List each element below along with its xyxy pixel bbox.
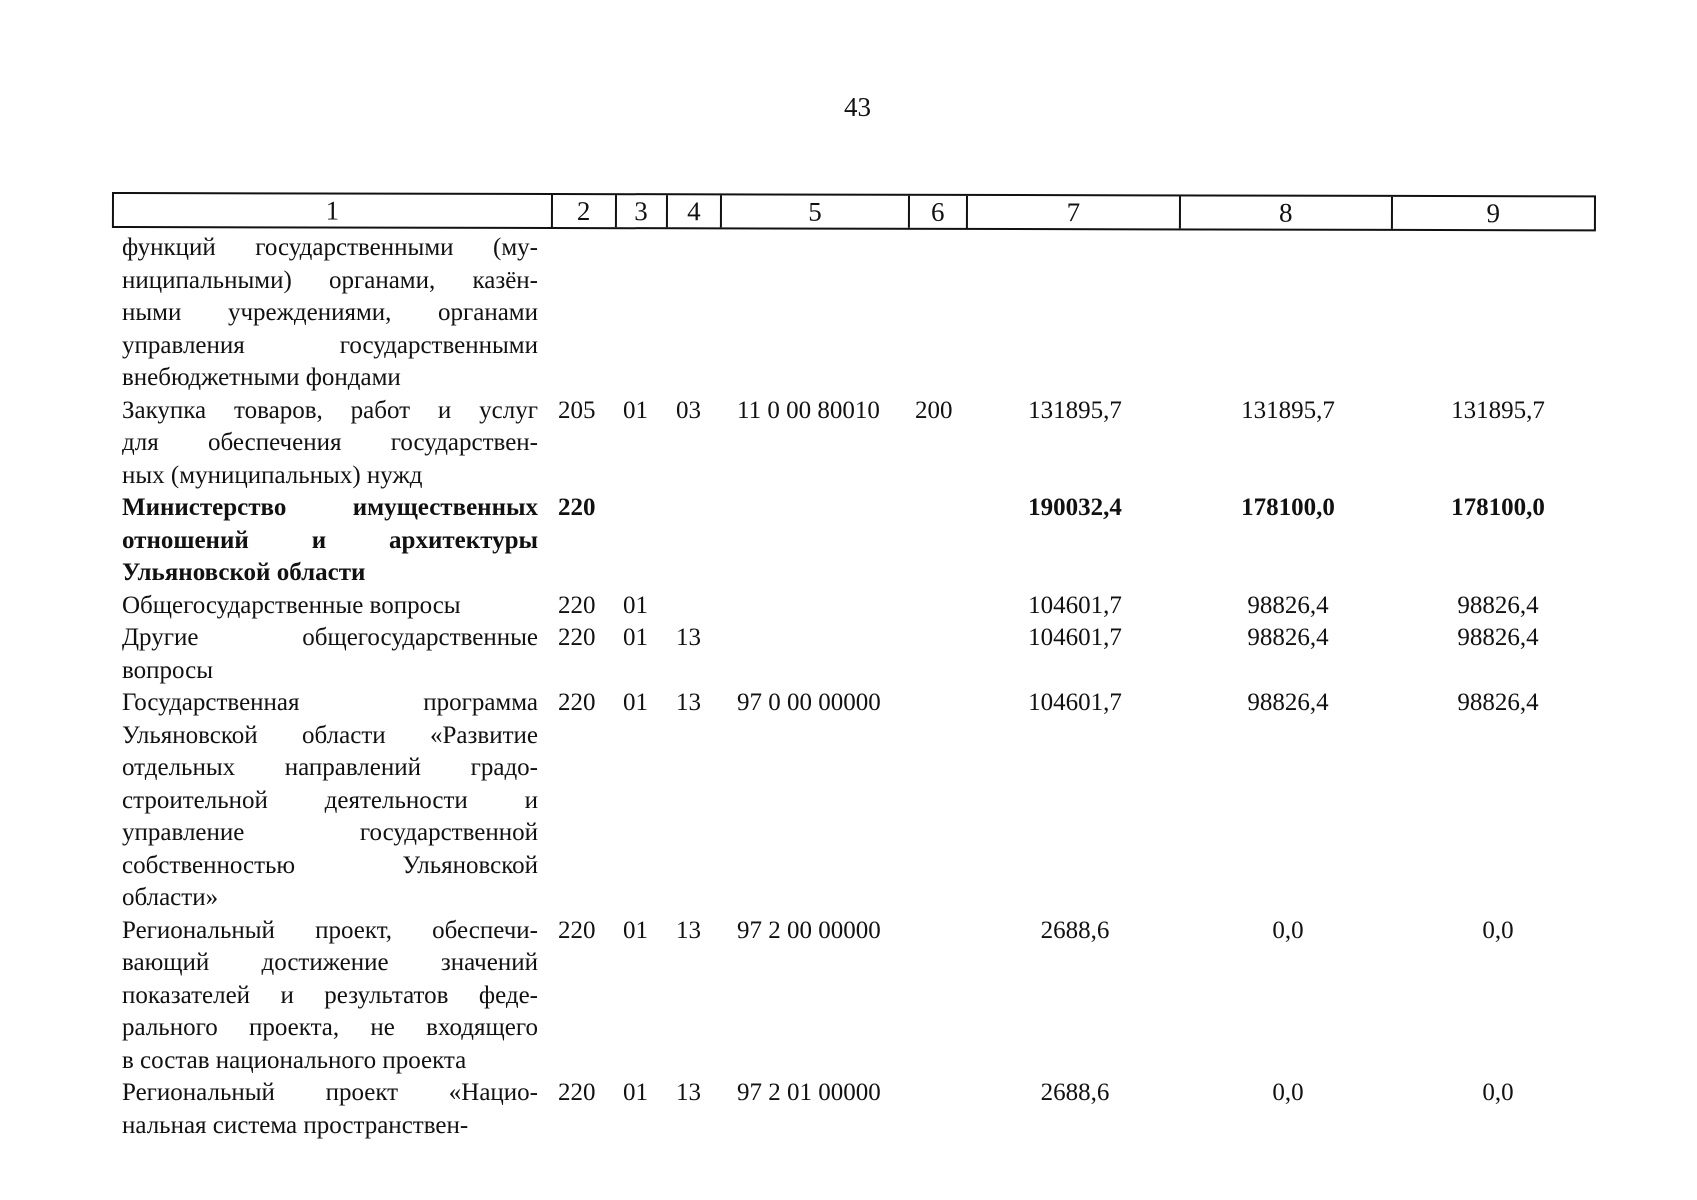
- cell-col-8: 98826,4: [1247, 591, 1329, 619]
- cell-col-8: 131895,7: [1241, 396, 1335, 424]
- cell-col-9: 131895,7: [1451, 396, 1545, 424]
- cell-col-5: 97 2 00 00000: [737, 916, 881, 944]
- row-description-line: рального проекта, не входящего: [122, 1014, 538, 1041]
- cell-col-4: 03: [676, 396, 701, 424]
- cell-col-4: 13: [676, 1079, 701, 1106]
- cell-col-3: 01: [623, 916, 648, 944]
- row-description-line: вопросы: [122, 656, 214, 684]
- cell-col-9: 178100,0: [1451, 494, 1545, 521]
- row-description-line: Закупка товаров, работ и услуг: [122, 396, 538, 424]
- row-description-line: ными учреждениями, органами: [122, 299, 538, 326]
- table-row: [0, 395, 1697, 493]
- cell-col-4: 13: [676, 624, 701, 651]
- cell-col-3: 01: [623, 689, 648, 716]
- cell-col-8: 0,0: [1272, 1079, 1304, 1106]
- row-description: [122, 915, 538, 1078]
- cell-col-8: 0,0: [1272, 916, 1304, 944]
- cell-col-8: 98826,4: [1247, 624, 1329, 651]
- cell-col-4: 13: [676, 689, 701, 716]
- cell-col-2: 220: [558, 591, 596, 619]
- row-description-line: Ульяновской области «Развитие: [122, 721, 538, 749]
- row-description: [122, 687, 538, 915]
- table-row: [0, 492, 1697, 590]
- header-col-4: 4: [667, 195, 722, 227]
- row-description-line: вающий достижение значений: [122, 949, 538, 976]
- row-description-line: Министерство имущественных: [122, 494, 538, 521]
- row-description-line: функций государственными (му-: [122, 234, 538, 261]
- row-description: [122, 395, 538, 493]
- table-row: [0, 687, 1697, 915]
- cell-col-3: 01: [623, 1079, 648, 1106]
- table-row: [0, 915, 1697, 1078]
- cell-col-2: 220: [558, 494, 596, 521]
- row-description-line: ниципальными) органами, казён-: [122, 266, 538, 294]
- page-number: 43: [844, 92, 871, 122]
- row-description-line: Государственная программа: [122, 689, 538, 716]
- row-description: [122, 622, 538, 687]
- table-row: [0, 232, 1697, 395]
- row-description-line: области»: [122, 884, 219, 911]
- table-row: [0, 590, 1697, 623]
- header-col-9: 9: [1486, 197, 1501, 228]
- table-row: [0, 1077, 1697, 1142]
- row-description-line: в состав национального проекта: [122, 1046, 467, 1074]
- table-body: [0, 232, 1697, 1142]
- row-description-line: управления государственными: [122, 331, 538, 359]
- cell-col-2: 220: [558, 916, 596, 944]
- row-description: [122, 590, 538, 623]
- row-description-line: отношений и архитектуры: [122, 526, 538, 554]
- row-description-line: Региональный проект, обеспечи-: [122, 916, 538, 944]
- row-description-line: показателей и результатов феде-: [122, 981, 538, 1009]
- row-description-line: Общегосударственные вопросы: [122, 591, 461, 619]
- header-col-1: 1: [114, 194, 553, 227]
- row-description: [122, 492, 538, 590]
- cell-col-2: 220: [558, 1079, 596, 1106]
- cell-col-7: 2688,6: [1040, 1079, 1110, 1106]
- cell-col-5: 97 0 00 00000: [737, 689, 881, 716]
- row-description-line: нальная система пространствен-: [122, 1111, 469, 1139]
- cell-col-7: 190032,4: [1028, 494, 1122, 521]
- row-description-line: внебюджетными фондами: [122, 364, 401, 391]
- header-col-2: 2: [553, 195, 617, 227]
- row-description-line: Ульяновской области: [122, 559, 366, 586]
- row-description-line: Другие общегосударственные: [122, 624, 538, 651]
- cell-col-3: 01: [623, 396, 648, 424]
- cell-col-2: 205: [558, 396, 596, 424]
- cell-col-7: 104601,7: [1028, 591, 1122, 619]
- cell-col-7: 131895,7: [1028, 396, 1122, 424]
- cell-col-7: 104601,7: [1028, 624, 1122, 651]
- row-description: [122, 1077, 538, 1142]
- row-description: [122, 232, 538, 395]
- cell-col-7: 2688,6: [1040, 916, 1110, 944]
- cell-col-9: 0,0: [1482, 1079, 1514, 1106]
- cell-col-8: 98826,4: [1247, 689, 1329, 716]
- cell-col-3: 01: [623, 591, 648, 619]
- row-description-line: Региональный проект «Нацио-: [122, 1079, 538, 1106]
- cell-col-9: 98826,4: [1457, 591, 1539, 619]
- row-description-line: для обеспечения государствен-: [122, 429, 538, 456]
- table-header-row: [112, 192, 1596, 231]
- row-description-line: управление государственной: [122, 819, 538, 846]
- cell-col-4: 13: [676, 916, 701, 944]
- header-col-7: 7: [968, 196, 1181, 228]
- cell-col-3: 01: [623, 624, 648, 651]
- cell-col-5: 97 2 01 00000: [737, 1079, 881, 1106]
- row-description-line: отдельных направлений градо-: [122, 754, 538, 781]
- header-col-8: 8: [1181, 196, 1392, 228]
- table-row: [0, 622, 1697, 687]
- cell-col-9: 98826,4: [1457, 689, 1539, 716]
- cell-col-2: 220: [558, 624, 596, 651]
- cell-col-5: 11 0 00 80010: [737, 396, 880, 424]
- header-col-3: 3: [617, 195, 668, 227]
- row-description-line: строительной деятельности и: [122, 786, 538, 814]
- row-description-line: ных (муниципальных) нужд: [122, 461, 423, 489]
- header-col-6: 6: [910, 196, 968, 228]
- cell-col-9: 0,0: [1482, 916, 1514, 944]
- cell-col-9: 98826,4: [1457, 624, 1539, 651]
- header-col-5: 5: [722, 195, 910, 227]
- cell-col-6: 200: [915, 396, 953, 424]
- cell-col-7: 104601,7: [1028, 689, 1122, 716]
- cell-col-2: 220: [558, 689, 596, 716]
- cell-col-8: 178100,0: [1241, 494, 1335, 521]
- row-description-line: собственностью Ульяновской: [122, 851, 538, 879]
